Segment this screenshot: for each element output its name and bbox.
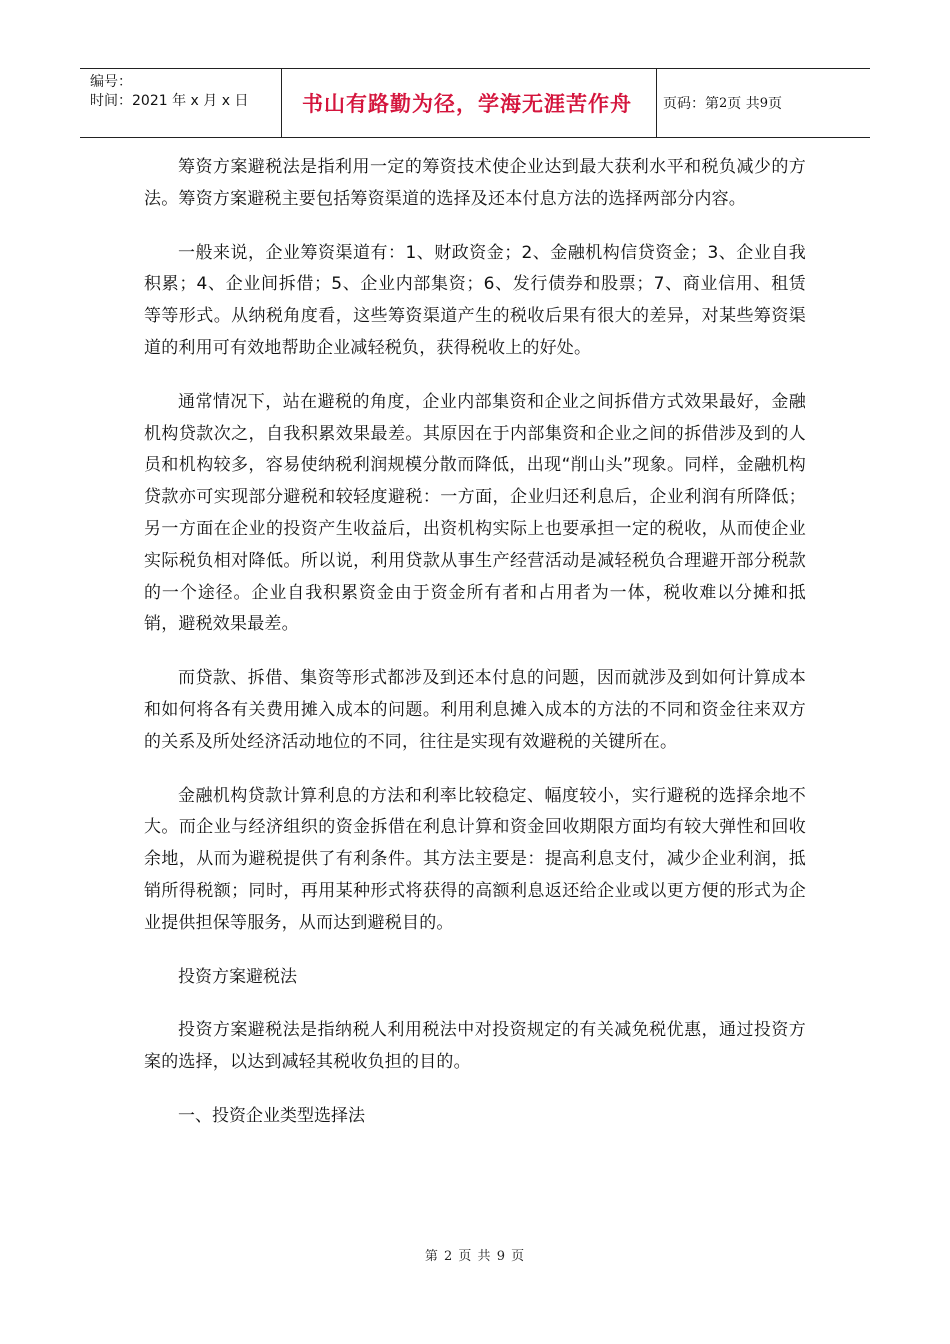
- page-current: 2: [719, 95, 728, 111]
- paragraph-investment-definition: 投资方案避税法是指纳税人利用税法中对投资规定的有关减免税优惠，通过投资方案的选择，以达到减轻其税收负担的目的。: [144, 1020, 806, 1073]
- header-motto: 书山有路勤为径，学海无涯苦作舟: [302, 91, 632, 116]
- document-header: [80, 68, 870, 138]
- paragraph-bank-loans: 金融机构贷款计算利息的方法和利率比较稳定、幅度较小，实行避税的选择余地不大。而企业与经济组织的资金拆借在利息计算和资金回收期限方面均有较大弹性和回收余地，从而为避税提供了有利条件。其方法主要是：提高利息支付，减少企业利润，抵销所得税额；同时，再用某种形式将获得的高额利息返还给企业或以更方便的形式为企业提供担保等服务，从而达到避税目的。: [144, 785, 806, 933]
- header-page-info: [657, 69, 870, 137]
- paragraph-interest-cost: 而贷款、拆借、集资等形式都涉及到还本付息的问题，因而就涉及到如何计算成本和如何将各有关费用摊入成本的问题。利用利息摊入成本的方法的不同和资金往来双方的关系及所处经济活动地位的不同，往往是实现有效避税的关键所在。: [144, 668, 806, 752]
- paragraph-financing-definition: 筹资方案避税法是指利用一定的筹资技术使企业达到最大获利水平和税负减少的方法。筹资方案避税主要包括筹资渠道的选择及还本付息方法的选择两部分内容。: [144, 157, 806, 209]
- section-heading-investment: 投资方案避税法: [178, 966, 297, 987]
- document-body: [144, 152, 806, 1155]
- header-motto-cell: [282, 69, 657, 137]
- serial-label: 编号：: [90, 74, 132, 90]
- page-suffix: 页: [768, 96, 783, 112]
- header-meta: [80, 69, 282, 137]
- page-prefix: 页码：第: [663, 96, 719, 112]
- paragraph-financing-channels: 一般来说，企业筹资渠道有：1、财政资金；2、金融机构信贷资金；3、企业自我积累；4、企业间拆借；5、企业内部集资；6、发行债券和股票；7、商业信用、租赁等等形式。从纳税角度看，这些筹资渠道产生的税收后果有很大的差异，对某些筹资渠道的利用可有效地帮助企业减轻税负，获得税收上的好处。: [144, 242, 806, 358]
- page-mid: 页 共: [727, 96, 760, 112]
- time-label: 时间：2021 年 x 月 x 日: [90, 93, 249, 109]
- page-total: 9: [759, 95, 769, 111]
- page-footer: 第 2 页 共 9 页: [424, 1249, 526, 1264]
- paragraph-channel-comparison: 通常情况下，站在避税的角度，企业内部集资和企业之间拆借方式效果最好，金融机构贷款次之，自我积累效果最差。其原因在于内部集资和企业之间的拆借涉及到的人员和机构较多，容易使纳税利润规模分散而降低，出现“削山头”现象。同样，金融机构贷款亦可实现部分避税和较轻度避税：一方面，企业归还利息后，企业利润有所降低；另一方面在企业的投资产生收益后，出资机构实际上也要承担一定的税收，从而使企业实际税负相对降低。所以说，利用贷款从事生产经营活动是减轻税负合理避开部分税款的一个途径。企业自我积累资金由于资金所有者和占用者为一体，税收难以分摊和抵销，避税效果最差。: [144, 391, 806, 635]
- subsection-heading-enterprise-type: 一、投资企业类型选择法: [178, 1105, 365, 1126]
